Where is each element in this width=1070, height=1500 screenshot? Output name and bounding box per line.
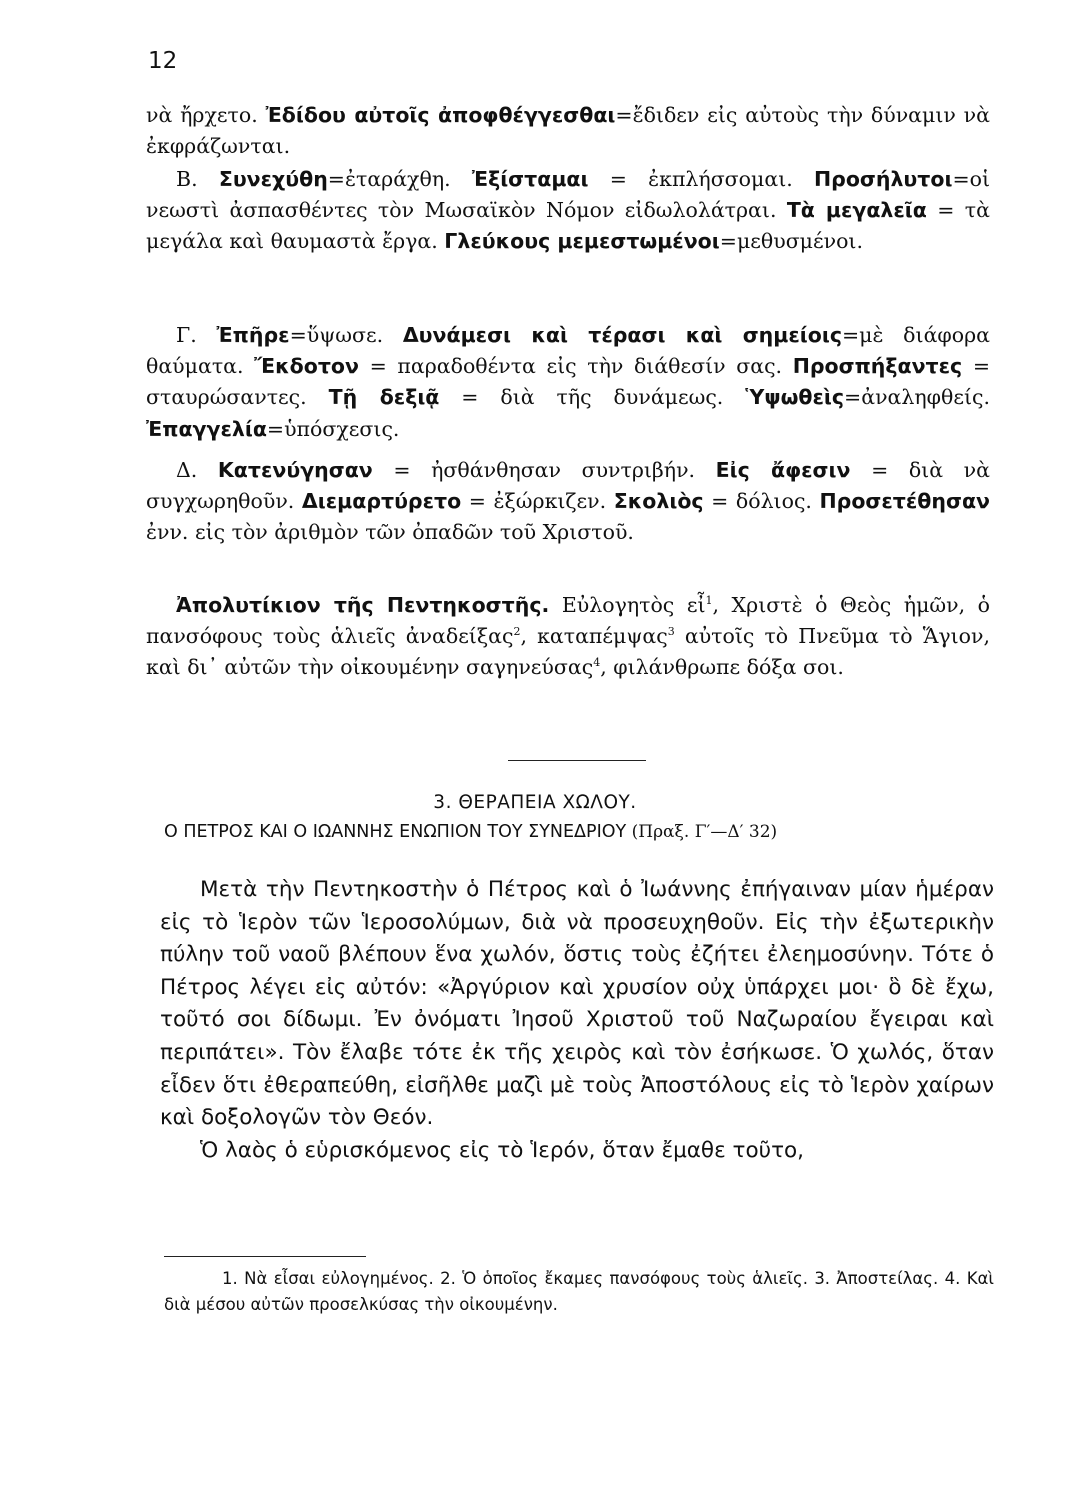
gloss-term: Δυνάμεσι καὶ τέρασι καὶ σημείοις — [402, 323, 842, 347]
gloss-definition: =μὲ διάφορα θαύματα. — [146, 323, 991, 379]
apolytikion-title: Ἀπολυτίκιον τῆς Πεντηκοστῆς. — [176, 593, 550, 617]
gloss-definition: = διὰ νὰ συγχωρηθοῦν. — [146, 458, 990, 514]
apolytikion-text: , καταπέμψας — [520, 624, 668, 649]
gloss-term: Γλεύκους μεμεστωμένοι — [444, 229, 720, 254]
footnote-ref: 4 — [593, 656, 601, 670]
section-divider — [508, 760, 646, 761]
gloss-term: Ἐπαγγελία — [146, 416, 267, 441]
gloss-term: Εἰς ἄφεσιν — [715, 458, 851, 482]
glossary-paragraph-a — [146, 100, 990, 162]
glossary-paragraph-d — [146, 455, 990, 549]
footnote-rule — [164, 1256, 366, 1257]
footnote-ref: 1 — [705, 594, 713, 608]
gloss-label: Β. — [176, 167, 219, 191]
section-title: 3. ΘΕΡΑΠΕΙΑ ΧΩΛΟΥ. — [433, 792, 637, 813]
gloss-definition: =ὕψωσε. — [289, 323, 403, 347]
gloss-term: Προσήλυτοι — [813, 167, 953, 191]
narrative-body — [160, 874, 994, 1167]
gloss-label: Γ. — [176, 323, 217, 347]
gloss-definition: = παραδοθέντα εἰς τὴν διάθεσίν σας. — [358, 354, 793, 379]
gloss-definition: = διὰ τῆς δυνάμεως. — [439, 385, 746, 410]
glossary-paragraph-b — [146, 164, 990, 258]
gloss-term: Σκολιὸς — [613, 489, 704, 514]
gloss-term: Προσπήξαντες — [792, 354, 963, 379]
narrative-paragraph: Ὁ λαὸς ὁ εὑρισκόμενος εἰς τὸ Ἱερόν, ὅταν ἔμαθε τοῦτο, — [200, 1137, 805, 1163]
gloss-definition: = σταυρώσαντες. — [146, 354, 990, 410]
section-subtitle-text: Ο ΠΕΤΡΟΣ ΚΑΙ Ο ΙΩΑΝΝΗΣ ΕΝΩΠΙΟΝ ΤΟΥ ΣΥΝΕΔΡΙΟΥ — [164, 822, 627, 842]
glossary-paragraph-c — [146, 320, 990, 445]
apolytikion-paragraph — [146, 590, 990, 684]
gloss-term: Τῇ δεξιᾷ — [328, 385, 440, 410]
gloss-term: Ἐδίδου αὐτοῖς ἀποφθέγγεσθαι — [265, 103, 616, 127]
gloss-definition: = ἠσθάνθησαν συντριβήν. — [372, 458, 716, 482]
gloss-definition: =μεθυσμένοι. — [719, 229, 863, 254]
apolytikion-text: , Χριστὲ ὁ Θεὸς ἡμῶν, ὁ πανσόφους τοὺς ἁλιεῖς ἀναδείξας — [146, 593, 990, 649]
gloss-term: Κατενύγησαν — [217, 458, 373, 482]
page-number: 12 — [148, 48, 178, 74]
gloss-definition: = δόλιος. — [703, 489, 820, 514]
gloss-term: Προσετέθησαν — [819, 489, 990, 514]
gloss-term: Τὰ μεγαλεῖα — [786, 198, 927, 223]
apolytikion-text: αὐτοῖς τὸ Πνεῦμα τὸ Ἅγιον, καὶ δι᾽ αὐτῶν τὴν οἰκουμένην σαγηνεύσας — [146, 624, 990, 680]
section-subtitle — [164, 822, 777, 842]
gloss-definition: =ἀναληφθείς. — [844, 385, 990, 410]
footnote-ref: 3 — [667, 625, 675, 639]
footnote-ref: 2 — [513, 625, 521, 639]
gloss-term: Διεμαρτύρετο — [301, 489, 462, 514]
gloss-term: Ἐπῆρε — [216, 323, 290, 347]
gloss-definition: = ἐκπλήσσομαι. — [588, 167, 814, 191]
gloss-definition: = τὰ μεγάλα καὶ θαυμαστὰ ἔργα. — [146, 198, 990, 254]
gloss-definition: =ἔδιδεν εἰς αὐτοὺς τὴν δύναμιν νὰ ἐκφράζωνται. — [146, 103, 990, 159]
apolytikion-text: Εὐλογητὸς εἶ — [549, 593, 706, 617]
gloss-definition: = ἐξώρκιζεν. — [461, 489, 614, 514]
gloss-term: Ἔκδοτον — [254, 354, 359, 379]
gloss-definition: =ὑπόσχεσις. — [266, 416, 400, 441]
narrative-paragraph: Μετὰ τὴν Πεντηκοστὴν ὁ Πέτρος καὶ ὁ Ἰωάννης ἐπήγαιναν μίαν ἡμέραν εἰς τὸ Ἱερὸν τῶν Ἱεροσολύμων, διὰ νὰ προσευχηθοῦν. Εἰς τὴν ἐξωτερικὴν πύλην τοῦ ναοῦ βλέπουν ἕνα χωλόν, ὅστις τοὺς ἐζήτει ἐλεημοσύνην. Τότε ὁ Πέτρος λέγει εἰς αὐτόν: «Ἀργύριον καὶ χρυσίον οὐχ ὑπάρχει μοι· ὃ δὲ ἔχω, τοῦτό σοι δίδωμι. Ἐν ὀνόματι Ἰησοῦ Χριστοῦ τοῦ Ναζωραίου ἔγειραι καὶ περιπάτει». Τὸν ἔλαβε τότε ἐκ τῆς χειρὸς καὶ τὸν ἐσήκωσε. Ὁ χωλός, ὅταν εἶδεν ὅτι ἐθεραπεύθη, εἰσῆλθε μαζὶ μὲ τοὺς Ἀποστόλους εἰς τὸ Ἱερὸν χαίρων καὶ δοξολογῶν τὸν Θεόν. — [160, 877, 994, 1131]
gloss-label: Δ. — [176, 458, 218, 482]
gloss-definition: =οἱ νεωστὶ ἀσπασθέντες τὸν Μωσαϊκὸν Νόμον εἰδωλολάτραι. — [146, 167, 990, 223]
footnotes: 1. Νὰ εἶσαι εὐλογημένος. 2. Ὁ ὁποῖος ἔκαμες πανσόφους τοὺς ἁλιεῖς. 3. Ἀποστείλας. 4. Καὶ διὰ μέσου αὐτῶν προσελκύσας τὴν οἰκουμένην. — [164, 1269, 994, 1314]
gloss-term: Ἐξίσταμαι — [471, 167, 589, 191]
scripture-reference: (Πραξ. Γ′—Δ′ 32) — [626, 822, 778, 842]
gloss-text: νὰ ἤρχετο. — [146, 103, 266, 127]
gloss-term: Ὑψωθεὶς — [745, 385, 845, 410]
gloss-definition: ἐνν. εἰς τὸν ἀριθμὸν τῶν ὀπαδῶν τοῦ Χριστοῦ. — [146, 520, 634, 545]
apolytikion-text: , φιλάνθρωπε δόξα σοι. — [600, 655, 844, 680]
gloss-term: Συνεχύθη — [218, 167, 328, 191]
gloss-definition: =ἐταράχθη. — [327, 167, 472, 191]
